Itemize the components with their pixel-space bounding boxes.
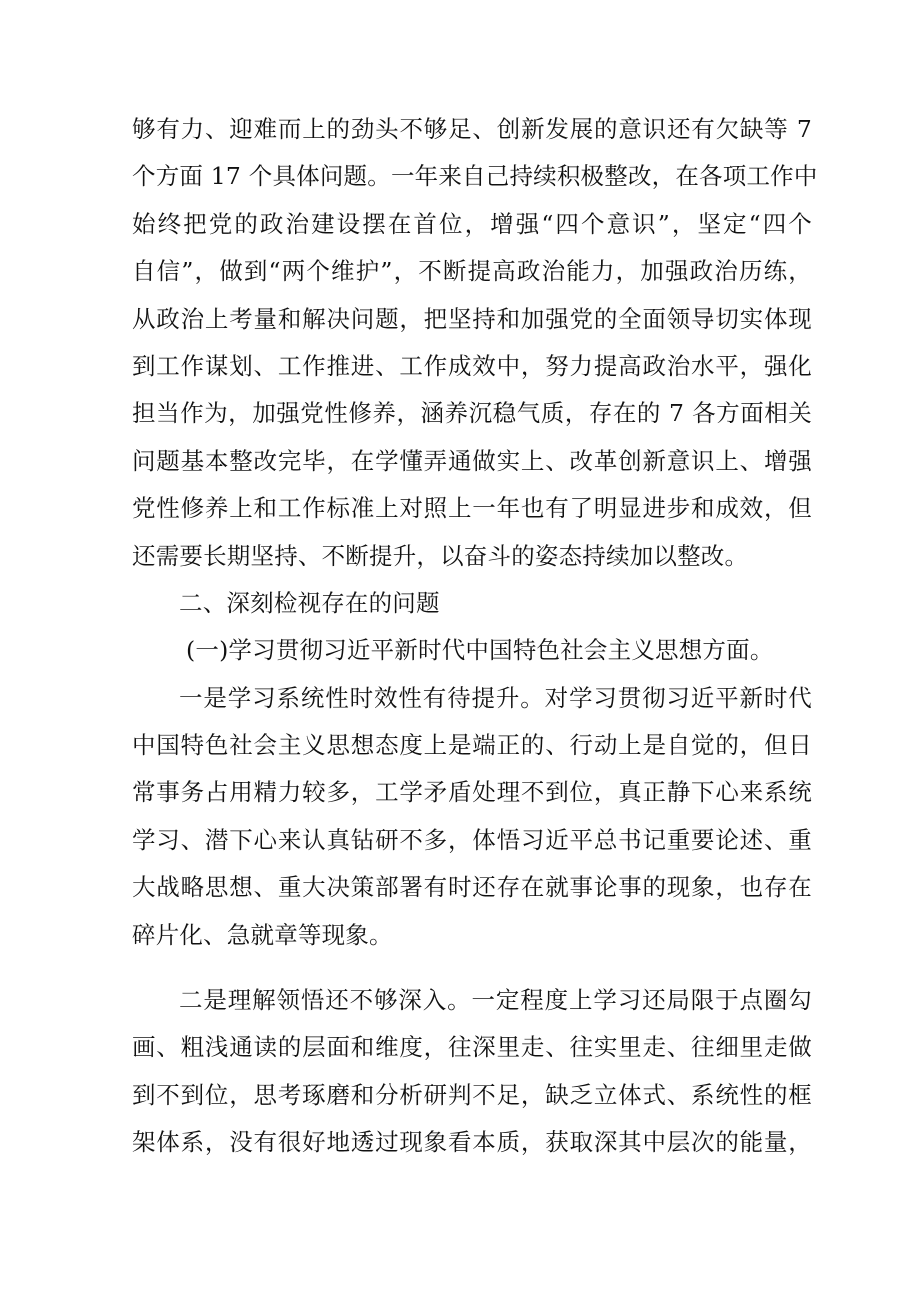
paragraph-understanding <box>132 977 812 1167</box>
text-line: 还需要长期坚持、不断提升，以奋斗的姿态持续加以整改。 <box>132 541 749 570</box>
paragraph-continued <box>132 106 818 580</box>
text-line: 架体系，没有很好地透过现象看本质，获取深其中层次的能量， <box>132 1128 812 1157</box>
section-heading: 二、深刻检视存在的问题 <box>179 588 440 617</box>
text-line: 一是学习系统性时效性有待提升。对学习贯彻习近平新时代 <box>179 683 812 712</box>
document-body <box>132 106 818 1167</box>
text-line: 担当作为，加强党性修养，涵养沉稳气质，存在的 7 各方面相关 <box>132 399 812 428</box>
text-line: 画、粗浅通读的层面和维度，往深里走、往实里走、往细里走做 <box>132 1033 812 1062</box>
text-line: 从政治上考量和解决问题，把坚持和加强党的全面领导切实体现 <box>132 304 812 333</box>
text-line: 自信”，做到“两个维护”，不断提高政治能力，加强政治历练， <box>132 257 812 286</box>
subsection-heading: (一)学习贯彻习近平新时代中国特色社会主义思想方面。 <box>186 636 774 665</box>
text-line: 中国特色社会主义思想态度上是端正的、行动上是自觉的，但日 <box>132 731 812 760</box>
text-line: 个方面 17 个具体问题。一年来自己持续积极整改，在各项工作中 <box>132 162 818 191</box>
text-line: 党性修养上和工作标准上对照上一年也有了明显进步和成效，但 <box>132 494 812 523</box>
text-line: 够有力、迎难而上的劲头不够足、创新发展的意识还有欠缺等 7 <box>132 115 812 143</box>
text-line: 二是理解领悟还不够深入。一定程度上学习还局限于点圈勾 <box>179 986 812 1015</box>
text-line: 大战略思想、重大决策部署有时还存在就事论事的现象，也存在 <box>132 873 812 902</box>
paragraph-learning-system <box>132 675 812 959</box>
text-line: 学习、潜下心来认真钻研不多，体悟习近平总书记重要论述、重 <box>132 825 812 854</box>
text-line: 始终把党的政治建设摆在首位，增强“四个意识”，坚定“四个 <box>132 209 812 238</box>
paragraph-gap <box>132 959 812 977</box>
text-line: 到不到位，思考琢磨和分析研判不足，缺乏立体式、系统性的框 <box>132 1080 812 1109</box>
text-line: 碎片化、急就章等现象。 <box>132 920 393 949</box>
text-line: 到工作谋划、工作推进、工作成效中，努力提高政治水平，强化 <box>132 351 812 380</box>
text-line: 常事务占用精力较多，工学矛盾处理不到位，真正静下心来系统 <box>132 778 812 807</box>
text-line: 问题基本整改完毕，在学懂弄通做实上、改革创新意识上、增强 <box>132 446 812 475</box>
